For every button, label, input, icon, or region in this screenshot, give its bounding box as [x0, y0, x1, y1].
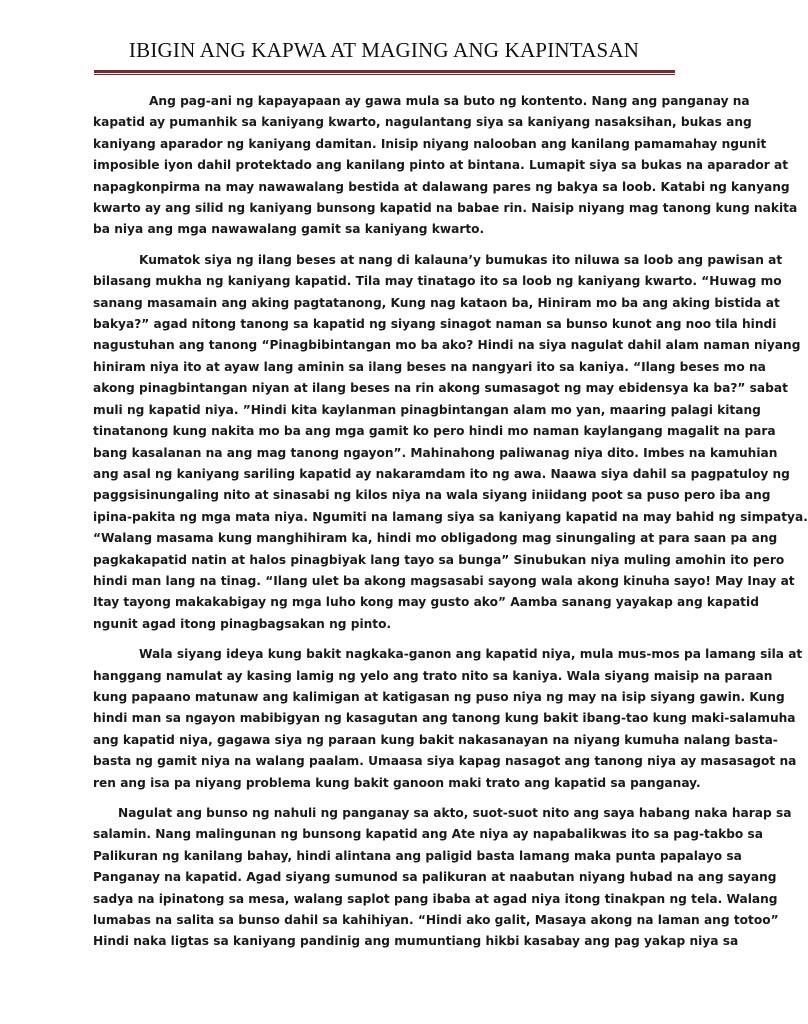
text-line: Kumatok siya ng ilang beses at nang di kalauna’y bumukas ito niluwa sa loob ang pawisan at: [139, 252, 783, 267]
text-line: kung papaano matunaw ang kalimigan at katigasan ng puso niya ng may na isip siyang gawin. Kung: [93, 689, 785, 704]
text-line: muli ng kapatid niya. ”Hindi kita kaylanman pinagbintangan alam mo yan, maaring palagi kitang: [93, 402, 761, 417]
text-line: sanang masamain ang aking pagtatanong, Kung nag kataon ba, Hiniram mo ba ang aking bistida at: [93, 295, 780, 310]
title-underline-thin: [94, 74, 675, 75]
text-line: bang kasalanan na ang mag tanong ngayon”. Mahinahong paliwanag niya dito. Imbes na kamuhian: [93, 445, 778, 460]
text-line: Ang pag-ani ng kapayapaan ay gawa mula sa buto ng kontento. Nang ang panganay na: [149, 94, 750, 108]
text-line: hindi man lang na tinag. “Ilang ulet ba akong magsasabi sayong wala akong kinuha sayo! May Inay at: [93, 573, 795, 588]
paragraph-3: [93, 644, 803, 794]
text-line: basta ng gamit niya na walang paalam. Umaasa siya kapag nasagot ang tanong niya ay masasagot na: [93, 754, 797, 769]
text-line: paggsisinungaling nito at sinasabi ng kilos niya na wala siyang iniidang poot sa puso pero iba ang: [93, 488, 771, 503]
text-line: Panganay na kapatid. Agad siyang sumunod sa palikuran at naabutan niyang hubad na ang sayang: [93, 870, 777, 885]
text-line: lumabas na salita sa bunso dahil sa kahihiyan. “Hindi ako galit, Masaya akong na laman ang totoo”: [93, 913, 779, 928]
text-line: “Walang masama kung manghihiram ka, hindi mo obligadong mag sinungaling at para saan pa ang: [93, 531, 778, 546]
text-line: Itay tayong makakabigay ng mga luho kong may gusto ako” Aamba sanang yayakap ang kapatid: [93, 595, 759, 610]
text-line: hanggang namulat ay kasing lamig ng yelo ang trato nito sa kaniya. Wala siyang maisip na paraan: [93, 668, 773, 683]
text-line: sadya na ipinatong sa mesa, walang saplot pang ibaba at agad niya itong tinakpan ng tela. Walang: [93, 891, 778, 906]
text-line: akong pinagbintangan niyan at ilang beses na rin akong sumasagot ng may ebidensya ka ba?” sabat: [93, 381, 788, 396]
document-body: [93, 91, 808, 962]
text-line: ang kapatid niya, gagawa siya ng paraan kung bakit nakasanayan na niyang kumuha nalang basta-: [93, 732, 778, 747]
paragraph-1: [93, 91, 798, 241]
text-line: nagustuhan ang tanong “Pinagbibintangan mo ba ako? Hindi na siya nagulat dahil alam naman niyang: [93, 338, 801, 353]
text-line: ngunit agad itong pinagbagsakan ng pinto.: [93, 616, 392, 631]
paragraph-4: [93, 803, 792, 953]
text-line: hindi man sa ngayon mabibigyan ng kasagutan ang tanong kung bakit ibang-tao kung maki-salamuha: [93, 711, 796, 726]
paragraph-2: [93, 250, 808, 635]
text-line: ba niya ang mga nawawalang gamit sa kaniyang kwarto.: [93, 222, 485, 237]
text-line: bilasang mukha ng kaniyang kapatid. Tila may tinatago ito sa loob ng kaniyang kwarto. “Huwag mo: [93, 274, 782, 289]
text-line: Wala siyang ideya kung bakit nagkaka-ganon ang kapatid niya, mula mus-mos pa lamang sila at: [139, 647, 803, 662]
text-line: Hindi naka ligtas sa kaniyang pandinig ang mumuntiang hikbi kasabay ang pag yakap niya sa: [93, 934, 739, 949]
text-line: Nagulat ang bunso ng nahuli ng panganay sa akto, suot-suot nito ang saya habang naka harap sa: [118, 806, 792, 820]
document-title: IBIGIN ANG KAPWA AT MAGING ANG KAPINTASAN: [128, 38, 640, 62]
text-line: ipina-pakita ng mga mata niya. Ngumiti na lamang siya sa kaniyang kapatid na may bahid ng simpatya.: [93, 509, 808, 524]
text-line: kwarto ay ang silid ng kaniyang bunsong kapatid na babae rin. Naisip niyang mag tanong kung nakita: [93, 201, 798, 216]
text-line: bakya?” agad nitong tanong sa kapatid ng siyang sinagot naman sa bunso kunot ang noo tila hindi: [93, 317, 777, 332]
text-line: tinatanong kung nakita mo ba ang mga gamit ko pero hindi mo naman kaylangang magalit na para: [93, 424, 776, 439]
text-line: kaniyang aparador ng kaniyang damitan. Inisip niyang nalooban ang kanilang pamamahay ngunit: [93, 136, 767, 151]
text-line: napagkonpirma na may nawawalang bestida at dalawang pares ng bakya sa loob. Katabi ng kanyang: [93, 179, 790, 194]
text-line: hiniram niya ito at ayaw lang aminin sa ilang beses na nangyari ito sa kaniya. “Ilang beses mo na: [93, 359, 766, 374]
text-line: salamin. Nang malingunan ng bunsong kapatid ang Ate niya ay napabalikwas ito sa pag-takbo sa: [93, 827, 764, 842]
text-line: ren ang isa pa niyang problema kung bakit ganoon maki trato ang kapatid sa panganay.: [93, 775, 701, 790]
text-line: Palikuran ng kanilang bahay, hindi alintana ang paligid basta lamang maka punta papalayo sa: [93, 848, 742, 863]
text-line: imposible iyon dahil protektado ang kanilang pinto at bintana. Lumapit siya sa bukas na aparador at: [93, 158, 789, 173]
text-line: ang asal ng kaniyang sariling kapatid ay nakaramdam ito ng awa. Naawa siya dahil sa pagpatuloy ng: [93, 466, 790, 481]
text-line: pagkakapatid natin at halos pinagbiyak lang tayo sa bunga” Sinubukan niya muling amohin ito pero: [93, 552, 785, 567]
text-line: kapatid ay pumanhik sa kaniyang kwarto, nagulantang siya sa kaniyang nasaksihan, bukas ang: [93, 115, 752, 130]
title-underline-thick: [94, 70, 675, 73]
